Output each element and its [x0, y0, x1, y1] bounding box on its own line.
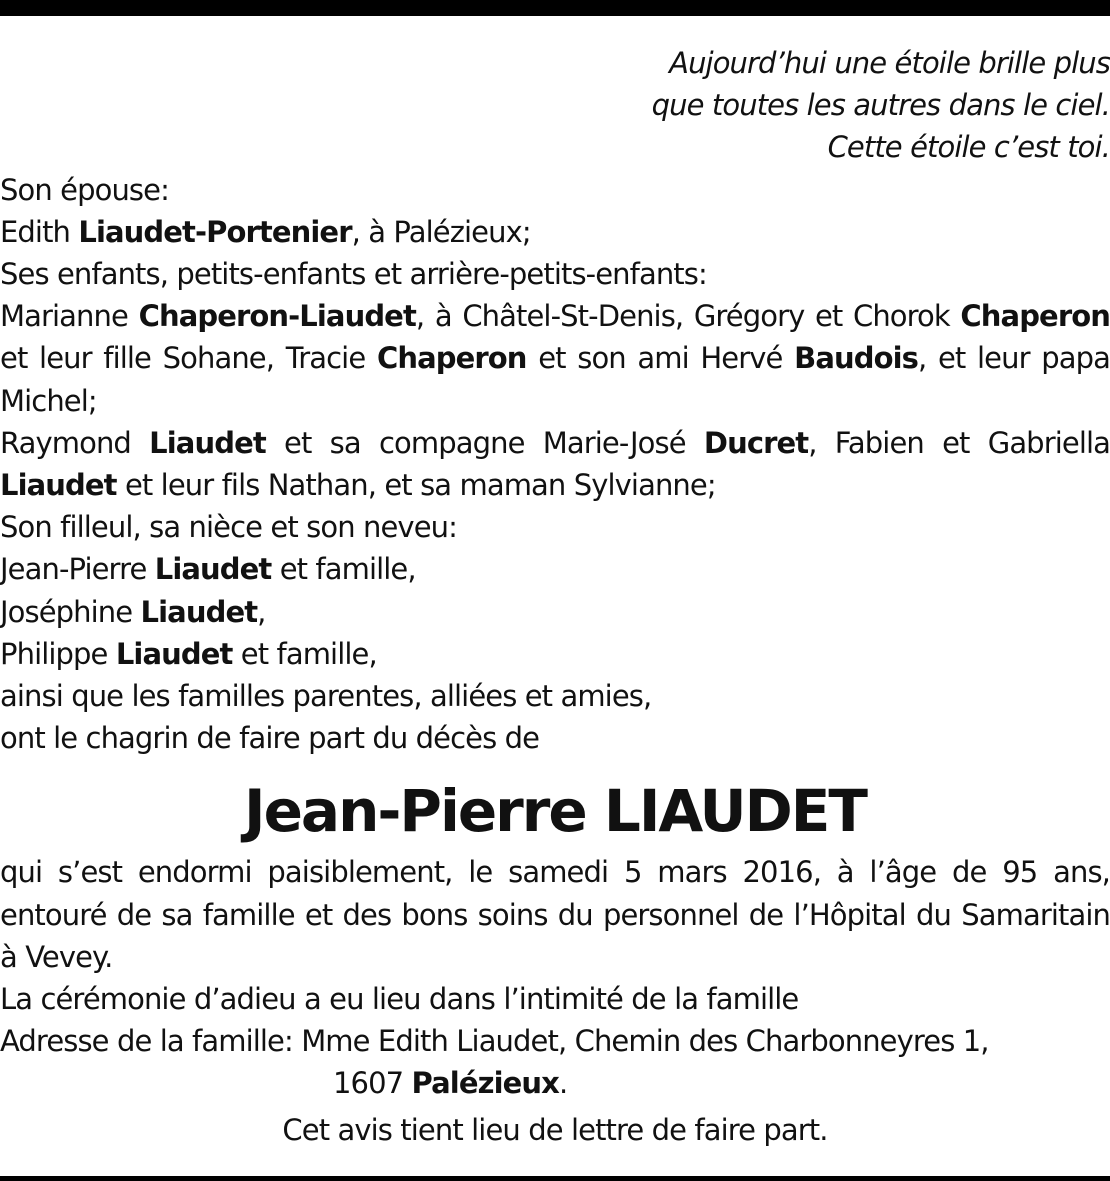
top-border-rule — [0, 0, 1110, 16]
quote-line: Aujourd’hui une étoile brille plus — [669, 46, 1110, 80]
children-heading: Ses enfants, petits-enfants et arrière-petits-enfants: — [0, 257, 707, 292]
address-city: Palézieux — [411, 1066, 559, 1101]
children-paragraph-2: Raymond Liaudet et sa compagne Marie-José Ducret, Fabien et Gabriella Liaudet et leur fils Nathan, et sa maman Sylvianne; — [0, 425, 1110, 503]
ceremony-line: La cérémonie d’adieu a eu lieu dans l’intimité de la famille — [0, 982, 799, 1017]
obituary-notice — [0, 42, 1110, 1151]
spouse-surname: Liaudet-Portenier — [78, 214, 352, 249]
address-line: Adresse de la famille: Mme Edith Liaudet, Chemin des Charbonneyres 1, — [0, 1024, 989, 1059]
bottom-border-rule — [0, 1176, 1110, 1181]
footer-note: Cet avis tient lieu de lettre de faire part. — [282, 1112, 828, 1147]
announcement-line: ont le chagrin de faire part du décès de — [0, 721, 540, 756]
relative-line: Jean-Pierre Liaudet et famille, — [0, 552, 416, 587]
spouse-line: Edith Liaudet-Portenier, à Palézieux; — [0, 214, 531, 249]
address-city-line: 1607 Palézieux. — [333, 1066, 568, 1101]
extended-family-line: ainsi que les familles parentes, alliées et amies, — [0, 679, 652, 714]
children-paragraph-1: Marianne Chaperon-Liaudet, à Châtel-St-Denis, Grégory et Chorok Chaperon et leur fille Sohane, Tracie Chaperon et son ami Hervé Baudois, et leur papa Michel; — [0, 299, 1110, 418]
relative-line: Joséphine Liaudet, — [0, 594, 266, 629]
spouse-heading: Son épouse: — [0, 172, 169, 207]
epigraph-quote — [0, 42, 1110, 169]
relative-line: Philippe Liaudet et famille, — [0, 636, 377, 671]
quote-line: Cette étoile c’est toi. — [827, 130, 1110, 165]
deceased-name: Jean-Pierre LIAUDET — [244, 777, 866, 846]
death-paragraph: qui s’est endormi paisiblement, le samedi 5 mars 2016, à l’âge de 95 ans, entouré de sa famille et des bons soins du personnel de l’Hôpital du Samaritain à Vevey. — [0, 855, 1110, 974]
quote-line: que toutes les autres dans le ciel. — [651, 88, 1110, 123]
godson-heading: Son filleul, sa nièce et son neveu: — [0, 510, 457, 545]
